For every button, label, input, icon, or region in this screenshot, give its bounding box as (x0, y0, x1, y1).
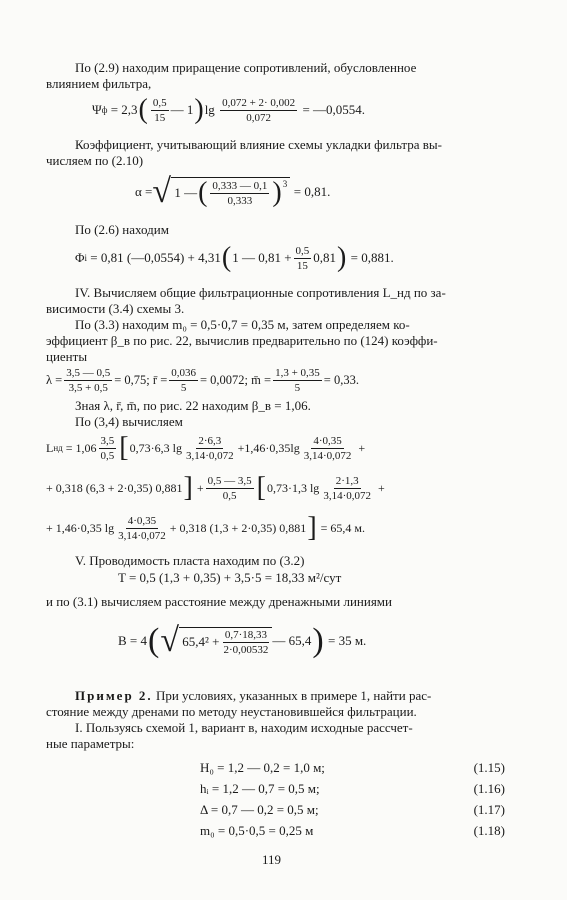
para-line: По (3.3) находим m₀ = 0,5·0,7 = 0,35 м, затем определяем ко- (75, 317, 410, 332)
list-item-expr: hᵢ = 1,2 — 0,7 = 0,5 м; (200, 781, 320, 796)
list-item-number: (1.18) (473, 823, 505, 838)
para-line: висимости (3.4) схемы 3. (46, 301, 185, 316)
para-line: Зная λ, r̄, m̄, по рис. 22 находим β_в = 1,06. (75, 398, 311, 413)
page-number: 119 (262, 852, 282, 867)
equation-phi: Φ i = 0,81 (—0,0554) + 4,31 ( 1 — 0,81 + $\frac{0,5}{15}$ 0,81 ) = 0,881. (75, 242, 394, 273)
para-line: влиянием фильтра, (46, 76, 152, 91)
list-item-number: (1.17) (473, 802, 505, 817)
para-line: По (2.9) находим приращение сопротивлений, обусловленное (75, 60, 417, 75)
equation-T: T = 0,5 (1,3 + 0,35) + 3,5·5 = 18,33 м²/сут (118, 570, 342, 585)
equation-lambda: λ = $\frac{3,5 — 0,5}{3,5 + 0,5}$ = 0,75; r̄ = $\frac{0,036}{5}$ = 0,0072; m̄ = $\frac{1,3 + 0,35}{5}$ = 0,33. (46, 366, 359, 394)
para-line: V. Проводимость пласта находим по (3.2) (75, 553, 305, 568)
para-line: числяем по (2.10) (46, 153, 144, 168)
list-item-number: (1.16) (473, 781, 505, 796)
para-line: циенты (46, 349, 88, 364)
para-line: I. Пользуясь схемой 1, вариант в, находим исходные рассчет- (75, 720, 413, 735)
para-line: ные параметры: (46, 736, 135, 751)
list-item-expr: H₀ = 1,2 — 0,2 = 1,0 м; (200, 760, 325, 775)
equation-L-line3: + 1,46·0,35 lg 4·0,35 3,14·0,072 + 0,318 (1,3 + 2·0,35) 0,881 ] = 65,4 м. (46, 512, 366, 543)
equation-alpha: α = √ 1 — ( 0,333 — 0,1 0,333 ) $^3$ = 0,81. (135, 173, 331, 210)
para-line: эффициент β_в по рис. 22, вычислив предварительно по (124) коэффи- (46, 333, 438, 348)
para-line: и по (3.1) вычисляем расстояние между дренажными линиями (46, 594, 392, 609)
equation-B: B = 4 ( √ 65,4² + $\frac{0,7\cdot 18,33}{2\cdot 0,00532}$ — 65,4 ) = 35 м. (118, 622, 367, 659)
para-line: Пример 2. При условиях, указанных в примере 1, найти рас- (75, 688, 432, 703)
equation-psi: Ψ ф = 2,3 ( 0,5 15 — 1 ) lg $\frac{0,072 + 2\cdot 0,002}{0,072}$ = —0,0554. (92, 94, 366, 125)
equation-L-line1: L нд = 1,06 3,5 0,5 [ 0,73·6,3 lg 2·6,3 3,14·0,072 +1,46·0,35lg 4·0,35 3,14·0,072 + (46, 432, 366, 463)
para-line: По (2.6) находим (75, 222, 169, 237)
para-line: По (3,4) вычисляем (75, 414, 183, 429)
list-item-number: (1.15) (473, 760, 505, 775)
para-line: Коэффициент, учитывающий влияние схемы укладки фильтра вы- (75, 137, 442, 152)
list-item-expr: m₀ = 0,5·0,5 = 0,25 м (200, 823, 314, 838)
list-item-expr: Δ = 0,7 — 0,2 = 0,5 м; (200, 802, 319, 817)
para-line: IV. Вычисляем общие фильтрационные сопротивления L_нд по за- (75, 285, 446, 300)
para-line: стояние между дренами по методу неустановившейся фильтрации. (46, 704, 417, 719)
equation-L-line2: + 0,318 (6,3 + 2·0,35) 0,881 ] + $\frac{0,5 — 3,5}{0,5}$ [ 0,73·1,3 lg 2·1,3 3,14·0,072 + (46, 472, 385, 503)
